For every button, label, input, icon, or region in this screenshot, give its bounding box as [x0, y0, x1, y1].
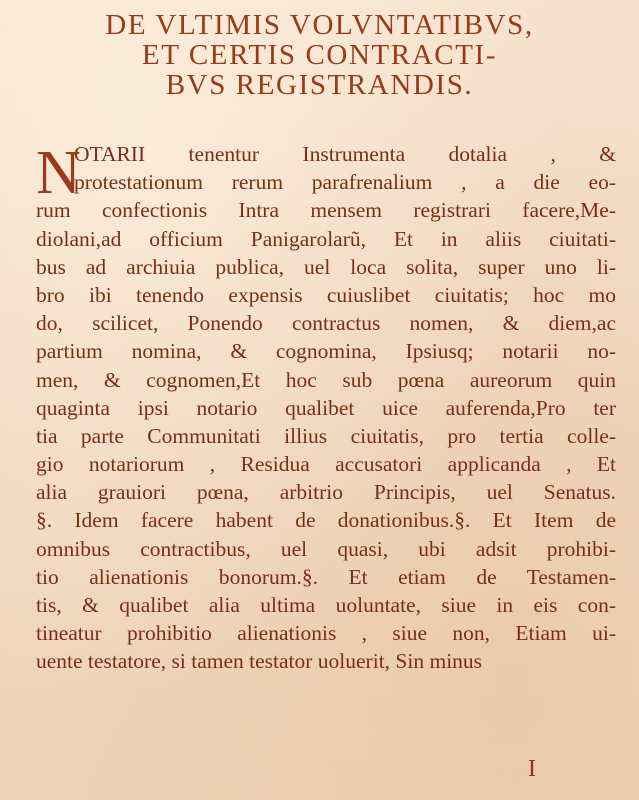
- text-line: do, scilicet, Ponendo contractus nomen, & diem,ac: [36, 311, 616, 336]
- text-line: protestationum rerum parafrenalium , a die eo-: [74, 170, 616, 195]
- text-line: uente testatore, si tamen testator uoluerit, Sin minus: [36, 649, 483, 674]
- text-line: bus ad archiuia publica, uel loca solita, super uno li-: [36, 254, 616, 279]
- text-line: tis, & qualibet alia ultima uoluntate, siue in eis con-: [36, 593, 616, 617]
- heading-line: BVS REGISTRANDIS.: [165, 69, 474, 101]
- drop-cap: N: [36, 139, 81, 207]
- text-line: tineatur prohibitio alienationis , siue non, Etiam ui-: [36, 621, 616, 646]
- text-line: bro ibi tenendo expensis cuiuslibet ciuitatis; hoc mo: [36, 282, 616, 307]
- body-text: [36, 140, 616, 676]
- section-heading: [20, 10, 619, 100]
- heading-line: ET CERTIS CONTRACTI-: [141, 39, 498, 71]
- text-line: tia parte Communitati illius ciuitatis, pro tertia colle-: [36, 423, 616, 448]
- text-line: rum confectionis Intra mensem registrari facere,Me-: [36, 198, 616, 223]
- text-line: gio notariorum , Residua accusatori applicanda , Et: [36, 452, 616, 477]
- text-line: diolani,ad officium Panigarolarũ, Et in aliis ciuitati-: [36, 226, 616, 251]
- text-line: quaginta ipsi notario qualibet uice auferenda,Pro ter: [36, 395, 616, 420]
- heading-line: DE VLTIMIS VOLVNTATIBVS,: [105, 9, 534, 41]
- text-line: omnibus contractibus, uel quasi, ubi adsit prohibi-: [36, 536, 616, 561]
- signature-mark: I: [528, 756, 536, 782]
- text-line: tio alienationis bonorum.§. Et etiam de Testamen-: [36, 564, 616, 589]
- text-line: alia grauiori pœna, arbitrio Principis, uel Senatus.: [36, 480, 616, 505]
- text-line: OTARII tenentur Instrumenta dotalia , &: [74, 142, 616, 166]
- text-line: partium nomina, & cognomina, Ipsiusq; notarii no-: [36, 339, 616, 364]
- text-line: men, & cognomen,Et hoc sub pœna aureorum quin: [36, 367, 616, 392]
- text-line: §. Idem facere habent de donationibus.§. Et Item de: [36, 508, 616, 533]
